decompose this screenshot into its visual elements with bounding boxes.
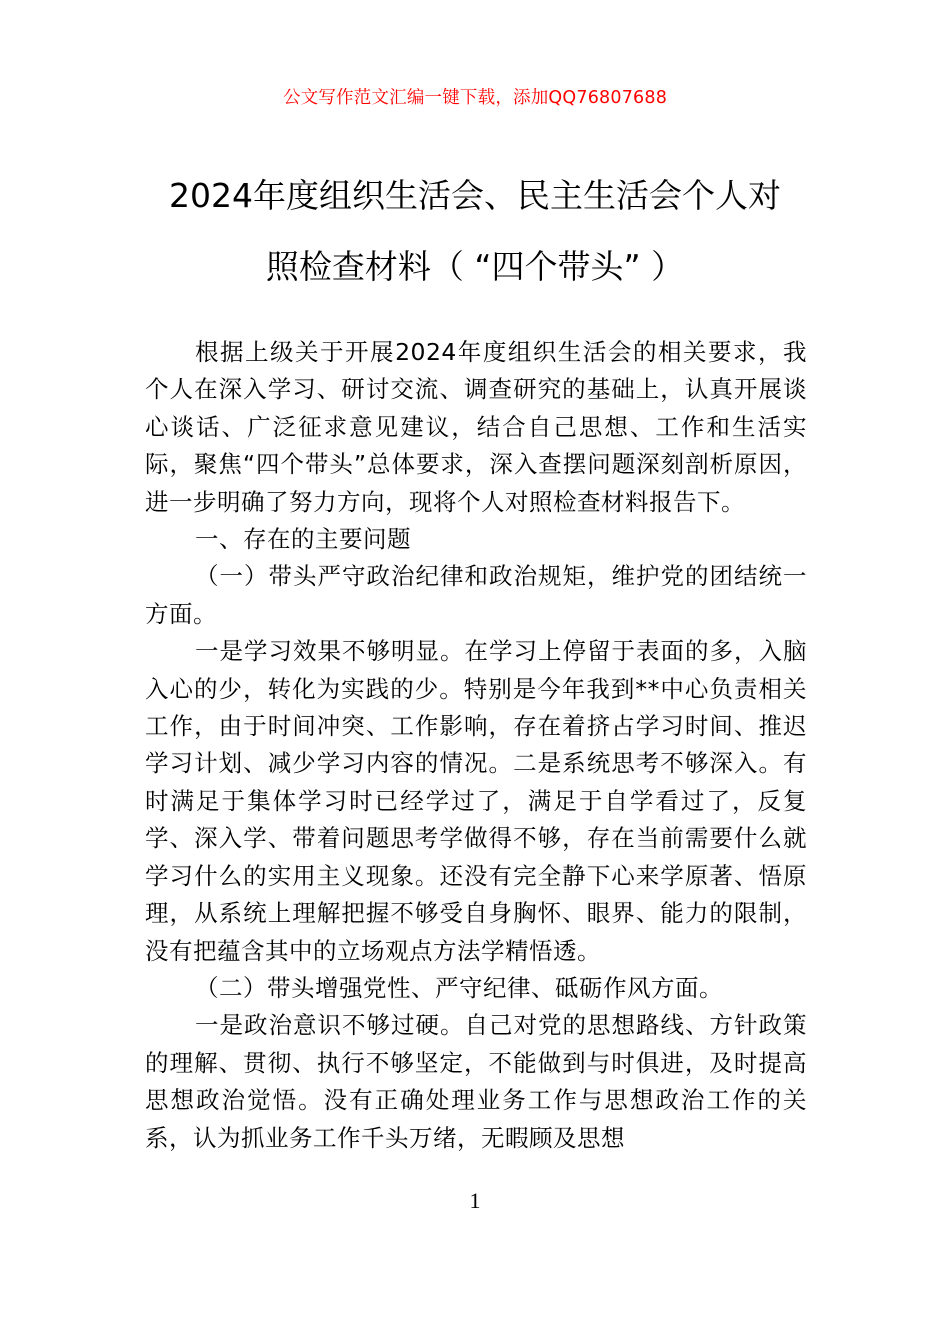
document-title-line-1: 2024年度组织生活会、民主生活会个人对 <box>169 176 781 215</box>
subsection-2-paragraph: 一是政治意识不够过硬。自己对党的思想路线、方针政策的理解、贯彻、执行不够坚定，不能做到与时俱进，及时提高思想政治觉悟。没有正确处理业务工作与思想政治工作的关系，认为抓业务工作千头万绪，无暇顾及思想 <box>145 1011 807 1152</box>
page-number: 1 <box>469 1188 481 1213</box>
section-heading-main-problems: 一、存在的主要问题 <box>195 525 411 554</box>
subsection-heading-2: （二）带头增强党性、严守纪律、砥砺作风方面。 <box>195 973 723 1002</box>
document-body <box>145 334 807 1157</box>
header-promo-note: 公文写作范文汇编一键下载，添加QQ76807688 <box>282 88 668 108</box>
subsection-heading-1: （一）带头严守政治纪律和政治规矩，维护党的团结统一方面。 <box>145 562 807 628</box>
subsection-1-paragraph: 一是学习效果不够明显。在学习上停留于表面的多，入脑入心的少，转化为实践的少。特别是今年我到**中心负责相关工作，由于时间冲突、工作影响，存在着挤占学习时间、推迟学习计划、减少学习内容的情况。二是系统思考不够深入。有时满足于集体学习时已经学过了，满足于自学看过了，反复学、深入学、带着问题思考学做得不够，存在当前需要什么就学习什么的实用主义现象。还没有完全静下心来学原著、悟原理，从系统上理解把握不够受自身胸怀、眼界、能力的限制，没有把蕴含其中的立场观点方法学精悟透。 <box>145 637 807 965</box>
intro-paragraph: 根据上级关于开展2024年度组织生活会的相关要求，我个人在深入学习、研讨交流、调查研究的基础上，认真开展谈心谈话、广泛征求意见建议，结合自己思想、工作和生活实际，聚焦“四个带头”总体要求，深入查摆问题深刻剖析原因，进一步明确了努力方向，现将个人对照检查材料报告下。 <box>145 338 807 516</box>
document-title-line-2: 照检查材料（ “四个带头” ） <box>265 247 685 286</box>
